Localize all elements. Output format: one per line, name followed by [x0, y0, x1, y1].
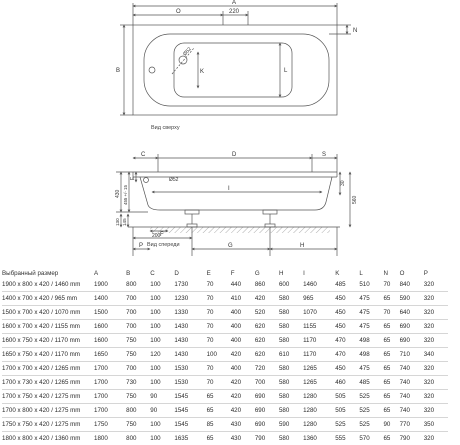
- table-row: [2, 362, 448, 376]
- value-cell: 65: [383, 432, 399, 445]
- label-k: K: [200, 69, 204, 75]
- label-560: 560: [352, 195, 358, 204]
- value-cell: 320: [424, 376, 448, 390]
- value-cell: 70: [207, 376, 231, 390]
- front-view: [116, 154, 350, 256]
- value-cell: 580: [279, 334, 303, 348]
- value-cell: 730: [126, 376, 150, 390]
- value-cell: 700: [126, 320, 150, 334]
- value-cell: 1155: [303, 320, 335, 334]
- table-header: I: [303, 268, 335, 278]
- value-cell: 1330: [174, 306, 206, 320]
- value-cell: 740: [400, 362, 424, 376]
- value-cell: 90: [150, 390, 174, 404]
- size-cell: 1400 x 700 x 420 / 965 mm: [2, 292, 94, 306]
- value-cell: 65: [383, 348, 399, 362]
- value-cell: 400: [231, 362, 255, 376]
- value-cell: 790: [400, 432, 424, 445]
- value-cell: 1545: [174, 404, 206, 418]
- value-cell: 620: [255, 348, 279, 362]
- value-cell: 70: [207, 320, 231, 334]
- value-cell: 70: [207, 292, 231, 306]
- value-cell: 580: [279, 432, 303, 445]
- value-cell: 1635: [174, 432, 206, 445]
- size-cell: 1700 x 750 x 420 / 1275 mm: [2, 390, 94, 404]
- table-header: D: [174, 268, 206, 278]
- value-cell: 100: [150, 334, 174, 348]
- value-cell: 700: [126, 292, 150, 306]
- value-cell: 800: [126, 404, 150, 418]
- value-cell: 1700: [94, 404, 126, 418]
- value-cell: 420: [231, 390, 255, 404]
- value-cell: 470: [335, 334, 359, 348]
- value-cell: 100: [207, 348, 231, 362]
- value-cell: 800: [126, 278, 150, 292]
- value-cell: 750: [126, 348, 150, 362]
- value-cell: 65: [383, 320, 399, 334]
- value-cell: 65: [383, 362, 399, 376]
- table-header: C: [150, 268, 174, 278]
- table-row: [2, 320, 448, 334]
- value-cell: 100: [150, 432, 174, 445]
- value-cell: 1730: [174, 278, 206, 292]
- value-cell: 400: [231, 306, 255, 320]
- size-cell: 1600 x 750 x 420 / 1170 mm: [2, 334, 94, 348]
- table-header: P: [424, 268, 448, 278]
- value-cell: 505: [335, 404, 359, 418]
- value-cell: 320: [424, 292, 448, 306]
- value-cell: 1230: [174, 292, 206, 306]
- value-cell: 450: [335, 292, 359, 306]
- value-cell: 400: [231, 320, 255, 334]
- value-cell: 580: [279, 320, 303, 334]
- size-cell: 1650 x 750 x 420 / 1170 mm: [2, 348, 94, 362]
- value-cell: 690: [400, 334, 424, 348]
- value-cell: 1280: [303, 418, 335, 432]
- table-row: [2, 278, 448, 292]
- value-cell: 475: [359, 320, 383, 334]
- value-cell: 740: [400, 376, 424, 390]
- value-cell: 525: [359, 418, 383, 432]
- value-cell: 620: [255, 320, 279, 334]
- label-front-d52: Ø52: [169, 177, 179, 183]
- value-cell: 790: [255, 432, 279, 445]
- value-cell: 420: [231, 376, 255, 390]
- value-cell: 690: [255, 404, 279, 418]
- table-row: [2, 334, 448, 348]
- top-view: [120, 3, 351, 115]
- label-a: A: [232, 0, 236, 6]
- value-cell: 1700: [94, 362, 126, 376]
- leg-right: [263, 210, 277, 214]
- value-cell: 65: [207, 404, 231, 418]
- size-cell: 1700 x 800 x 420 / 1275 mm: [2, 404, 94, 418]
- value-cell: 505: [335, 390, 359, 404]
- value-cell: 320: [424, 362, 448, 376]
- table-header: H: [279, 268, 303, 278]
- value-cell: 800: [126, 432, 150, 445]
- value-cell: 70: [383, 306, 399, 320]
- value-cell: 750: [126, 334, 150, 348]
- value-cell: 65: [207, 432, 231, 445]
- value-cell: 1545: [174, 390, 206, 404]
- value-cell: 420: [231, 348, 255, 362]
- value-cell: 65: [207, 390, 231, 404]
- label-g: G: [228, 243, 233, 249]
- value-cell: 620: [255, 334, 279, 348]
- value-cell: 510: [359, 278, 383, 292]
- table-row: [2, 306, 448, 320]
- value-cell: 640: [400, 306, 424, 320]
- size-cell: 1800 x 800 x 420 / 1360 mm: [2, 432, 94, 445]
- value-cell: 85: [207, 418, 231, 432]
- value-cell: 770: [400, 418, 424, 432]
- tub-outer-outline: [133, 25, 337, 115]
- value-cell: 555: [335, 432, 359, 445]
- label-30: 30: [340, 180, 346, 186]
- value-cell: 525: [335, 418, 359, 432]
- value-cell: 100: [150, 362, 174, 376]
- label-d52: Ø52: [182, 46, 193, 57]
- value-cell: 1700: [94, 390, 126, 404]
- value-cell: 70: [207, 362, 231, 376]
- floor-hatch: [150, 227, 330, 233]
- value-cell: 690: [255, 390, 279, 404]
- size-cell: 1900 x 800 x 420 / 1460 mm: [2, 278, 94, 292]
- label-i: I: [228, 186, 230, 192]
- value-cell: 965: [303, 292, 335, 306]
- size-cell: 1750 x 750 x 420 / 1275 mm: [2, 418, 94, 432]
- label-s: S: [322, 152, 326, 158]
- value-cell: 320: [424, 404, 448, 418]
- label-h: H: [300, 243, 304, 249]
- value-cell: 740: [400, 390, 424, 404]
- value-cell: 485: [359, 376, 383, 390]
- value-cell: 100: [150, 418, 174, 432]
- value-cell: 70: [383, 278, 399, 292]
- value-cell: 1430: [174, 334, 206, 348]
- value-cell: 1650: [94, 348, 126, 362]
- table-header: B: [126, 268, 150, 278]
- value-cell: 450: [335, 362, 359, 376]
- value-cell: 570: [359, 432, 383, 445]
- value-cell: 420: [255, 292, 279, 306]
- value-cell: 690: [255, 418, 279, 432]
- value-cell: 340: [424, 348, 448, 362]
- value-cell: 90: [150, 404, 174, 418]
- size-cell: 1500 x 700 x 420 / 1070 mm: [2, 306, 94, 320]
- value-cell: 430: [231, 432, 255, 445]
- table-header-row: [2, 268, 448, 278]
- value-cell: 320: [424, 432, 448, 445]
- table-header: Выбранный размер: [2, 268, 94, 278]
- value-cell: 70: [207, 334, 231, 348]
- value-cell: 1900: [94, 278, 126, 292]
- value-cell: 470: [335, 348, 359, 362]
- value-cell: 498: [359, 334, 383, 348]
- table-header: O: [400, 268, 424, 278]
- value-cell: 1530: [174, 362, 206, 376]
- value-cell: 690: [400, 320, 424, 334]
- value-cell: 590: [279, 418, 303, 432]
- dimensions-table: [2, 268, 448, 445]
- label-b: B: [116, 68, 120, 74]
- top-view-caption: Вид сверху: [151, 125, 180, 131]
- value-cell: 65: [383, 404, 399, 418]
- value-cell: 420: [231, 404, 255, 418]
- label-145: 145: [122, 218, 127, 226]
- value-cell: 90: [383, 418, 399, 432]
- label-220: 220: [229, 9, 240, 15]
- label-o: O: [176, 9, 181, 15]
- value-cell: 1170: [303, 334, 335, 348]
- value-cell: 100: [150, 306, 174, 320]
- value-cell: 475: [359, 292, 383, 306]
- value-cell: 580: [279, 376, 303, 390]
- value-cell: 1750: [94, 418, 126, 432]
- value-cell: 580: [279, 306, 303, 320]
- label-c: C: [141, 152, 146, 158]
- table-row: [2, 292, 448, 306]
- value-cell: 70: [207, 278, 231, 292]
- label-d: D: [232, 152, 237, 158]
- value-cell: 120: [150, 348, 174, 362]
- value-cell: 1430: [174, 320, 206, 334]
- value-cell: 460: [335, 376, 359, 390]
- size-cell: 1600 x 700 x 420 / 1155 mm: [2, 320, 94, 334]
- value-cell: 450: [335, 306, 359, 320]
- value-cell: 65: [383, 376, 399, 390]
- label-f: F: [160, 232, 164, 238]
- value-cell: 590: [400, 292, 424, 306]
- value-cell: 525: [359, 404, 383, 418]
- value-cell: 740: [400, 404, 424, 418]
- overflow-icon: [149, 67, 155, 73]
- table-row: [2, 376, 448, 390]
- value-cell: 440: [231, 278, 255, 292]
- table-row: [2, 348, 448, 362]
- label-e: E: [130, 176, 136, 180]
- label-455: 455 +/- 15: [123, 185, 128, 205]
- value-cell: 485: [335, 278, 359, 292]
- value-cell: 65: [383, 292, 399, 306]
- table-row: [2, 404, 448, 418]
- value-cell: 525: [359, 390, 383, 404]
- value-cell: 65: [383, 390, 399, 404]
- label-n: N: [353, 28, 357, 34]
- value-cell: 710: [400, 348, 424, 362]
- label-l: L: [284, 68, 288, 74]
- value-cell: 320: [424, 320, 448, 334]
- leg-left: [185, 210, 199, 214]
- table-header: K: [335, 268, 359, 278]
- value-cell: 580: [279, 404, 303, 418]
- table-header: L: [359, 268, 383, 278]
- value-cell: 400: [231, 334, 255, 348]
- label-p: P: [139, 243, 143, 249]
- value-cell: 1545: [174, 418, 206, 432]
- value-cell: 1530: [174, 376, 206, 390]
- value-cell: 350: [424, 418, 448, 432]
- table-header: G: [255, 268, 279, 278]
- tub-inner-basin: [144, 34, 329, 106]
- value-cell: 70: [207, 306, 231, 320]
- size-cell: 1700 x 700 x 420 / 1265 mm: [2, 362, 94, 376]
- value-cell: 700: [126, 362, 150, 376]
- value-cell: 1280: [303, 390, 335, 404]
- table-header: F: [231, 268, 255, 278]
- value-cell: 1070: [303, 306, 335, 320]
- value-cell: 1265: [303, 362, 335, 376]
- value-cell: 610: [279, 348, 303, 362]
- value-cell: 600: [279, 278, 303, 292]
- value-cell: 1800: [94, 432, 126, 445]
- value-cell: 700: [255, 376, 279, 390]
- value-cell: 475: [359, 306, 383, 320]
- table-header: A: [94, 268, 126, 278]
- value-cell: 410: [231, 292, 255, 306]
- value-cell: 1430: [174, 348, 206, 362]
- value-cell: 320: [424, 306, 448, 320]
- value-cell: 1360: [303, 432, 335, 445]
- value-cell: 520: [255, 306, 279, 320]
- value-cell: 840: [400, 278, 424, 292]
- table-row: [2, 432, 448, 445]
- value-cell: 100: [150, 292, 174, 306]
- label-130: 130: [115, 218, 120, 226]
- table-header: E: [207, 268, 231, 278]
- value-cell: 580: [279, 390, 303, 404]
- label-200: 200: [152, 233, 161, 239]
- value-cell: 498: [359, 348, 383, 362]
- size-cell: 1700 x 730 x 420 / 1265 mm: [2, 376, 94, 390]
- overflow-outlet-icon: [144, 178, 149, 183]
- value-cell: 750: [126, 390, 150, 404]
- value-cell: 430: [231, 418, 255, 432]
- value-cell: 100: [150, 320, 174, 334]
- value-cell: 1265: [303, 376, 335, 390]
- value-cell: 1400: [94, 292, 126, 306]
- value-cell: 1600: [94, 320, 126, 334]
- value-cell: 1460: [303, 278, 335, 292]
- value-cell: 1280: [303, 404, 335, 418]
- value-cell: 320: [424, 334, 448, 348]
- value-cell: 1600: [94, 334, 126, 348]
- table-row: [2, 390, 448, 404]
- value-cell: 1700: [94, 376, 126, 390]
- value-cell: 750: [126, 418, 150, 432]
- value-cell: 720: [255, 362, 279, 376]
- table-row: [2, 418, 448, 432]
- value-cell: 700: [126, 306, 150, 320]
- value-cell: 320: [424, 390, 448, 404]
- value-cell: 1500: [94, 306, 126, 320]
- table-header: N: [383, 268, 399, 278]
- value-cell: 580: [279, 362, 303, 376]
- value-cell: 475: [359, 362, 383, 376]
- value-cell: 580: [279, 292, 303, 306]
- value-cell: 100: [150, 376, 174, 390]
- value-cell: 320: [424, 278, 448, 292]
- label-430: 430: [115, 189, 121, 198]
- front-view-caption: Вид спереди: [147, 242, 180, 248]
- value-cell: 1170: [303, 348, 335, 362]
- value-cell: 65: [383, 334, 399, 348]
- value-cell: 450: [335, 320, 359, 334]
- value-cell: 100: [150, 278, 174, 292]
- value-cell: 860: [255, 278, 279, 292]
